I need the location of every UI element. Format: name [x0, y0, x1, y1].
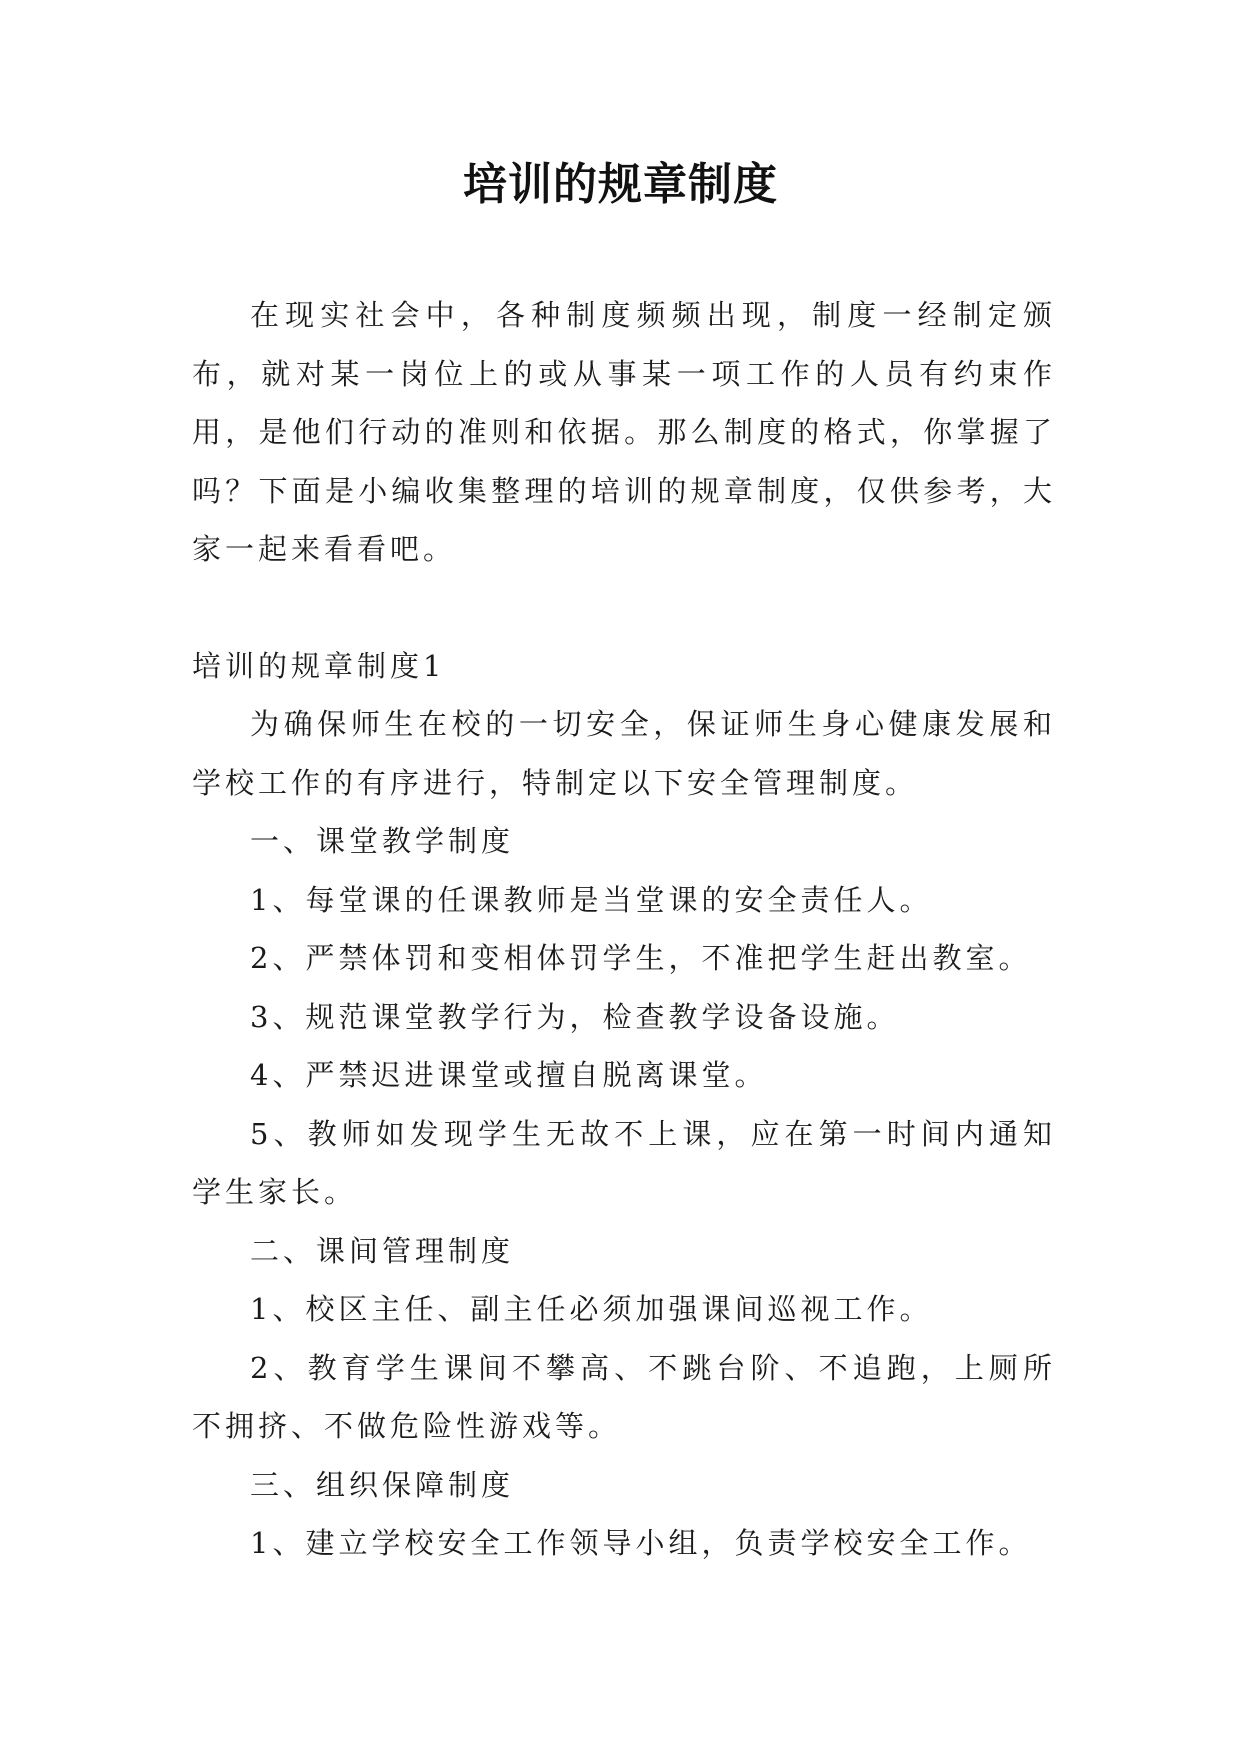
subheading-organization: 三、组织保障制度	[250, 1467, 515, 1502]
subheading-break-time: 二、课间管理制度	[250, 1233, 515, 1268]
document-title: 培训的规章制度	[463, 159, 778, 210]
list-item: 1、建立学校安全工作领导小组，负责学校安全工作。	[250, 1526, 1032, 1560]
subheading-classroom: 一、课堂教学制度	[250, 824, 515, 858]
body-paragraph-purpose: 为确保师生在校的一切安全，保证师生身心健康发展和学校工作的有序进行，特制定以下安全管理制度。	[192, 707, 1056, 800]
list-item: 1、每堂课的任课教师是当堂课的安全责任人。	[250, 882, 933, 917]
intro-paragraph: 在现实社会中，各种制度频频出现，制度一经制定颁布，就对某一岗位上的或从事某一项工作的人员有约束作用，是他们行动的准则和依据。那么制度的格式，你掌握了吗？下面是小编收集整理的培训的规章制度，仅供参考，大家一起来看看吧。	[192, 298, 1056, 566]
list-item: 3、规范课堂教学行为，检查教学设备设施。	[250, 999, 900, 1034]
list-item: 2、教育学生课间不攀高、不跳台阶、不追跑，上厕所不拥挤、不做危险性游戏等。	[192, 1350, 1056, 1443]
paragraph-gap	[192, 579, 1056, 637]
list-item: 2、严禁体罚和变相体罚学生，不准把学生赶出教室。	[250, 941, 1032, 975]
list-item: 1、校区主任、副主任必须加强课间巡视工作。	[250, 1292, 933, 1326]
document-body	[192, 286, 1056, 1573]
list-item: 5、教师如发现学生无故不上课，应在第一时间内通知学生家长。	[192, 1116, 1056, 1209]
section-heading: 培训的规章制度1	[192, 648, 446, 683]
list-item: 4、严禁迟进课堂或擅自脱离课堂。	[250, 1058, 768, 1092]
